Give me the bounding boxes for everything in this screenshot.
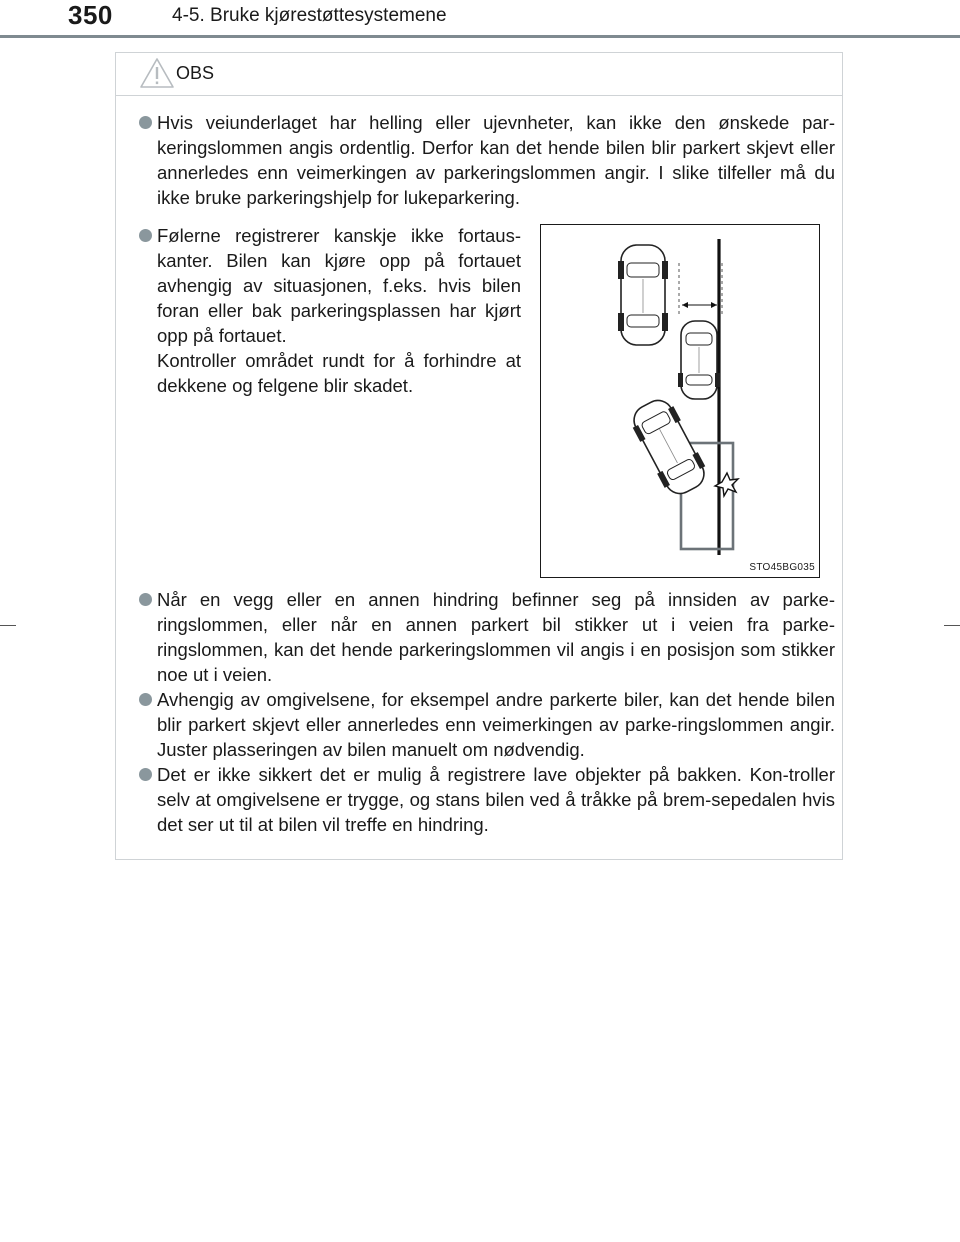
figure-code: STO45BG035 <box>749 562 815 573</box>
maneuvering-car <box>626 394 712 500</box>
bullet-text: Når en vegg eller en annen hindring befinner seg på innsiden av parke-ringslommen, eller når en annen parkert bil stikker ut i veien fra parke-ringslommen, kan det hende parkeringslommen vil angis i en posisjon som stikker noe ut i veien. <box>157 589 835 685</box>
page-header <box>0 0 960 40</box>
caution-header <box>116 53 842 95</box>
caution-bullet-5 <box>157 762 835 837</box>
parked-car-rear <box>678 321 720 399</box>
caution-box <box>115 52 843 860</box>
warning-triangle-icon <box>139 57 175 89</box>
bullet-dot-icon <box>139 116 152 129</box>
bullet-dot-icon <box>139 229 152 242</box>
caution-bullet-4 <box>157 687 835 762</box>
bullet-text: Det er ikke sikkert det er mulig å registrere lave objekter på bakken. Kon-troller selv at omgivelsene er trygge, og stans bilen ved å tråkke på brem-sepedalen hvis det ser ut til at bilen vil treffe en hindring. <box>157 764 835 835</box>
caution-divider <box>116 95 842 96</box>
parked-car-front <box>618 245 668 345</box>
bullet-text-continued: Kontroller området rundt for å forhindre at dekkene og felgene blir skadet. <box>157 350 521 396</box>
bullet-dot-icon <box>139 768 152 781</box>
section-title: 4-5. Bruke kjørestøttesystemene <box>172 5 447 26</box>
caution-bullet-1 <box>157 110 835 210</box>
caution-bullet-2 <box>157 223 521 398</box>
bullet-text: Hvis veiunderlaget har helling eller ujevnheter, kan ikke den ønskede par-keringslommen angis ordentlig. Derfor kan det hende bilen blir parkert skjevt eller annerledes enn veimerkingen av parkeringslommen angir. I slike tilfeller må du ikke bruke parkeringshjelp for lukeparkering. <box>157 112 835 208</box>
bullet-text: Følerne registrerer kanskje ikke fortaus-kanter. Bilen kan kjøre opp på fortauet avhengig av situasjonen, f.eks. hvis bilen foran eller bak parkeringsplassen har kjørt opp på fortauet. <box>157 225 521 346</box>
parking-illustration <box>540 224 820 578</box>
header-divider <box>0 35 960 38</box>
page-number: 350 <box>68 0 113 30</box>
crop-mark-left <box>0 625 16 626</box>
bullet-dot-icon <box>139 593 152 606</box>
caution-bullet-3 <box>157 587 835 687</box>
bullet-dot-icon <box>139 693 152 706</box>
crop-mark-right <box>944 625 960 626</box>
caution-label: OBS <box>176 63 215 83</box>
parking-diagram <box>541 225 819 577</box>
bullet-text: Avhengig av omgivelsene, for eksempel andre parkerte biler, kan det hende bilen blir parkert skjevt eller annerledes enn veimerkingen av parke-ringslommen angir. Juster plasseringen av bilen manuelt om nødvendig. <box>157 689 835 760</box>
